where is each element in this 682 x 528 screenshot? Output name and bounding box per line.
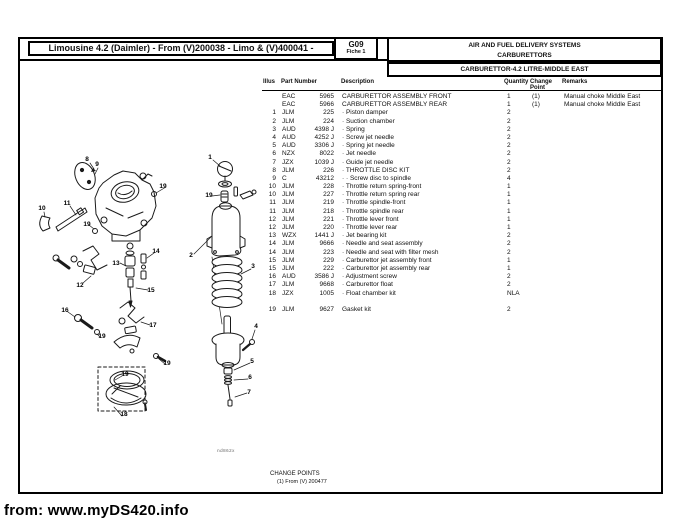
cell-description: · Spring jet needle	[342, 142, 395, 150]
cell-quantity: NLA	[507, 289, 520, 297]
diagram-callout-19: 19	[98, 333, 106, 340]
fiche-code: G09	[348, 40, 364, 49]
cell-part-code: JLM	[282, 207, 295, 215]
cell-remarks: Manual choke Middle East	[564, 93, 641, 100]
table-row	[262, 93, 662, 101]
table-row	[262, 249, 662, 257]
cell-quantity: 2	[507, 281, 511, 289]
diagram-callout-4: 4	[254, 323, 258, 330]
table-row	[262, 273, 662, 281]
cell-part-code: WZX	[282, 232, 297, 240]
cell-illus: 12	[268, 215, 276, 223]
cell-description: · Carburettor float	[342, 281, 393, 289]
column-header-illus: Illus	[263, 79, 276, 85]
throttle-lever-part	[40, 216, 50, 231]
cell-quantity: 2	[507, 117, 511, 125]
cell-part-num: 3586 J	[314, 273, 334, 281]
cell-part-code: JLM	[282, 166, 295, 174]
cell-part-code: JLM	[282, 264, 295, 272]
cell-illus: 11	[269, 207, 276, 215]
cell-description: CARBURETTOR ASSEMBLY REAR	[342, 101, 448, 109]
cell-description: · Float chamber kit	[342, 289, 396, 297]
table-row	[262, 290, 662, 298]
cell-part-num: 228	[323, 183, 334, 191]
adjustment-screw-part	[75, 315, 100, 335]
cell-description: · Spring	[342, 125, 365, 133]
diagram-callout-19: 19	[83, 221, 91, 228]
piston-damper-part	[218, 162, 257, 203]
cell-part-code: JLM	[282, 256, 295, 264]
cell-quantity: 2	[507, 232, 511, 240]
cell-part-code: JLM	[282, 191, 295, 199]
parts-table	[262, 93, 662, 314]
cell-description: · Adjustment screw	[342, 273, 397, 281]
cell-remarks: Manual choke Middle East	[564, 101, 641, 109]
header-band-divider	[18, 59, 388, 61]
cell-description: · Throttle return spring-front	[342, 183, 422, 191]
column-header-remarks: Remarks	[562, 79, 588, 85]
cell-illus: 11	[269, 199, 276, 207]
cell-description: CARBURETTOR ASSEMBLY FRONT	[342, 93, 452, 100]
cell-part-num: 218	[323, 207, 334, 215]
table-row	[262, 183, 662, 191]
table-row	[262, 159, 662, 167]
cell-description: · Guide jet needle	[342, 158, 394, 166]
diagram-callout-9: 9	[95, 161, 99, 168]
cell-illus: 10	[268, 183, 276, 191]
cell-description: · Carburettor jet assembly front	[342, 256, 432, 264]
cell-description: · Screw jet needle	[342, 133, 395, 141]
cell-part-code: JLM	[282, 240, 295, 248]
cell-part-num: 223	[323, 248, 334, 256]
cell-part-code: NZX	[282, 150, 295, 158]
cell-illus: 3	[272, 125, 276, 133]
cell-part-num: 229	[323, 256, 334, 264]
cell-part-num: 4252 J	[314, 133, 334, 141]
cell-description: · Carburettor jet assembly rear	[342, 264, 431, 272]
table-row	[262, 240, 662, 248]
lever-cluster-parts	[53, 246, 107, 274]
cell-illus: 8	[272, 166, 276, 174]
page-title: Limousine 4.2 (Daimler) - From (V)200038 - Limo & (V)400041 -	[28, 41, 334, 56]
diagram-callout-6: 6	[248, 374, 252, 381]
column-header-change: Change	[530, 79, 553, 85]
cell-part-code: AUD	[282, 125, 296, 133]
diagram-callout-3: 3	[251, 263, 255, 270]
cell-part-code: JLM	[282, 281, 295, 289]
cell-description: · Needle and seat assembly	[342, 240, 423, 248]
diagram-callout-1: 1	[208, 154, 212, 161]
cell-part-num: 5966	[319, 101, 334, 109]
cell-quantity: 2	[507, 109, 511, 117]
cell-quantity: 2	[507, 273, 511, 281]
fiche-reference-box	[334, 37, 378, 60]
table-row	[262, 216, 662, 224]
table-row	[262, 118, 662, 126]
float-part	[114, 302, 165, 361]
table-row	[262, 134, 662, 142]
cell-quantity: 2	[507, 248, 511, 256]
cell-description: · Throttle spindle rear	[342, 207, 404, 215]
cell-illus: 15	[268, 256, 276, 264]
cell-part-code: JLM	[282, 199, 295, 207]
cell-part-code: JLM	[282, 305, 295, 313]
cell-illus: 18	[268, 289, 276, 297]
diagram-callout-2: 2	[189, 252, 193, 259]
table-row	[262, 150, 662, 158]
table-row	[262, 109, 662, 117]
cell-illus: 2	[272, 117, 276, 125]
cell-description: · · Screw disc to spindle	[342, 174, 411, 182]
cell-part-num: 43212	[315, 174, 334, 182]
column-header-description: Description	[341, 79, 375, 85]
cell-part-num: 1441 J	[314, 232, 334, 240]
cell-description: · Throttle spindle-front	[342, 199, 406, 207]
cell-part-num: 8022	[319, 150, 334, 158]
table-row	[262, 281, 662, 289]
cell-part-code: JLM	[282, 183, 295, 191]
cell-part-code: JZX	[282, 158, 294, 166]
cell-description: · Jet needle	[342, 150, 376, 158]
diagram-callout-12: 12	[76, 282, 84, 289]
cell-quantity: 2	[507, 150, 511, 158]
cell-part-num: 3306 J	[314, 142, 334, 150]
column-header-point: Point	[530, 85, 545, 91]
diagram-callout-19: 19	[159, 183, 167, 190]
cell-illus: 4	[272, 133, 276, 141]
cell-illus: 1	[272, 109, 276, 117]
cell-part-code: JZX	[282, 289, 294, 297]
needle-seat-parts	[141, 254, 146, 279]
cell-quantity: 2	[507, 240, 511, 248]
carburettor-body-part	[95, 171, 157, 241]
cell-description: · Needle and seat with filter mesh	[342, 248, 439, 256]
cell-part-num: 9666	[319, 240, 334, 248]
cell-part-num: 222	[323, 264, 334, 272]
cell-quantity: 1	[507, 256, 511, 264]
cell-description: · Throttle return spring rear	[342, 191, 420, 199]
cell-illus: 16	[268, 273, 276, 281]
fiche-label: Fiche 1	[346, 49, 366, 55]
cell-quantity: 1	[507, 101, 511, 109]
cell-quantity: 2	[507, 305, 511, 313]
cell-part-code: EAC	[282, 101, 296, 109]
cell-quantity: 4	[507, 174, 511, 182]
cell-illus: 15	[268, 264, 276, 272]
diagram-callout-11: 11	[63, 200, 71, 207]
cell-quantity: 2	[507, 142, 511, 150]
cell-description: · Throttle lever rear	[342, 224, 398, 231]
cell-quantity: 1	[507, 207, 511, 215]
section-title-line2: CARBURETTORS	[497, 52, 552, 59]
cell-part-num: 9627	[319, 305, 334, 313]
change-points-item: (1) From (V) 200477	[277, 479, 327, 485]
cell-part-num: 219	[323, 199, 334, 207]
cell-change-point: (1)	[532, 101, 540, 109]
cell-illus: 12	[268, 224, 276, 231]
diagram-callout-15: 15	[147, 287, 155, 294]
cell-part-code: AUD	[282, 142, 296, 150]
diagram-callout-19: 19	[205, 192, 213, 199]
cell-description: · Piston damper	[342, 109, 388, 117]
cell-quantity: 2	[507, 166, 511, 174]
column-header-quantity: Quantity	[504, 79, 529, 85]
cell-illus: 14	[268, 240, 276, 248]
cell-part-num: 221	[323, 215, 334, 223]
cell-part-code: EAC	[282, 93, 296, 100]
cell-quantity: 1	[507, 183, 511, 191]
cell-illus: 19	[268, 305, 276, 313]
cell-illus: 7	[272, 158, 276, 166]
table-row	[262, 257, 662, 265]
table-row	[262, 232, 662, 240]
table-row	[262, 224, 662, 232]
cell-part-num: 1005	[319, 289, 334, 297]
diagram-callout-18: 18	[120, 411, 128, 418]
spring-part	[212, 257, 242, 308]
watermark-text: from: www.myDS420.info	[4, 502, 189, 519]
cell-part-code: JLM	[282, 109, 295, 117]
jet-bearing-parts	[125, 243, 135, 307]
cell-description: · Jet bearing kit	[342, 232, 387, 240]
cell-description: · Throttle lever front	[342, 215, 399, 223]
cell-illus: 14	[268, 248, 276, 256]
cell-part-code: C	[282, 174, 287, 182]
cell-quantity: 1	[507, 264, 511, 272]
cell-quantity: 2	[507, 158, 511, 166]
cell-part-num: 4398 J	[314, 125, 334, 133]
diagram-callout-19: 19	[163, 360, 171, 367]
section-title-box	[387, 37, 662, 62]
cell-quantity: 2	[507, 125, 511, 133]
diagram-callout-5: 5	[250, 358, 254, 365]
cell-description: · Suction chamber	[342, 117, 395, 125]
table-row	[262, 265, 662, 273]
cell-quantity: 2	[507, 133, 511, 141]
table-row	[262, 167, 662, 175]
cell-description: Gasket kit	[342, 305, 371, 313]
cell-illus: 5	[272, 142, 276, 150]
cell-part-num: 224	[323, 117, 334, 125]
cell-illus: 6	[272, 150, 276, 158]
diagram-callout-14: 14	[152, 248, 160, 255]
table-row	[262, 208, 662, 216]
table-row	[262, 101, 662, 109]
section-title-line1: AIR AND FUEL DELIVERY SYSTEMS	[468, 42, 581, 49]
cell-quantity: 1	[507, 199, 511, 207]
carburettor-exploded-diagram	[28, 88, 268, 478]
cell-illus: 9	[272, 174, 276, 182]
table-row	[262, 142, 662, 150]
diagram-callout-19: 19	[121, 371, 129, 378]
diagram-callout-16: 16	[61, 307, 69, 314]
subsection-title: CARBURETTOR-4.2 LITRE-MIDDLE EAST	[387, 62, 662, 77]
diagram-plate-code: nd862x	[217, 448, 235, 453]
cell-quantity: 1	[507, 93, 511, 100]
cell-quantity: 1	[507, 224, 511, 231]
cell-part-code: JLM	[282, 117, 295, 125]
table-row	[262, 306, 662, 314]
cell-part-num: 227	[323, 191, 334, 199]
cell-part-code: JLM	[282, 248, 295, 256]
cell-illus: 13	[268, 232, 276, 240]
cell-part-num: 9668	[319, 281, 334, 289]
cell-part-num: 5965	[319, 93, 334, 100]
table-header-underline	[262, 90, 661, 91]
cell-part-code: AUD	[282, 133, 296, 141]
diagram-callout-10: 10	[38, 205, 46, 212]
cell-description: · THROTTLE DISC KIT	[342, 166, 410, 174]
cell-part-num: 1039 J	[314, 158, 334, 166]
throttle-spindle-part	[56, 208, 98, 234]
cell-change-point: (1)	[532, 93, 540, 100]
table-row	[262, 191, 662, 199]
cell-illus: 10	[268, 191, 276, 199]
diagram-callout-13: 13	[112, 260, 120, 267]
diagram-callout-8: 8	[85, 156, 89, 163]
diagram-callout-7: 7	[247, 389, 251, 396]
cell-part-code: JLM	[282, 215, 295, 223]
cell-illus: 17	[268, 281, 276, 289]
cell-quantity: 1	[507, 215, 511, 223]
table-row	[262, 175, 662, 183]
table-row	[262, 126, 662, 134]
cell-part-num: 225	[323, 109, 334, 117]
cell-part-code: JLM	[282, 224, 295, 231]
change-points-title: CHANGE POINTS	[270, 471, 320, 477]
diagram-callout-17: 17	[149, 322, 157, 329]
table-row	[262, 199, 662, 207]
cell-part-code: AUD	[282, 273, 296, 281]
column-header-part-number: Part Number	[281, 79, 318, 85]
cell-part-num: 226	[323, 166, 334, 174]
cell-part-num: 220	[323, 224, 334, 231]
cell-quantity: 1	[507, 191, 511, 199]
